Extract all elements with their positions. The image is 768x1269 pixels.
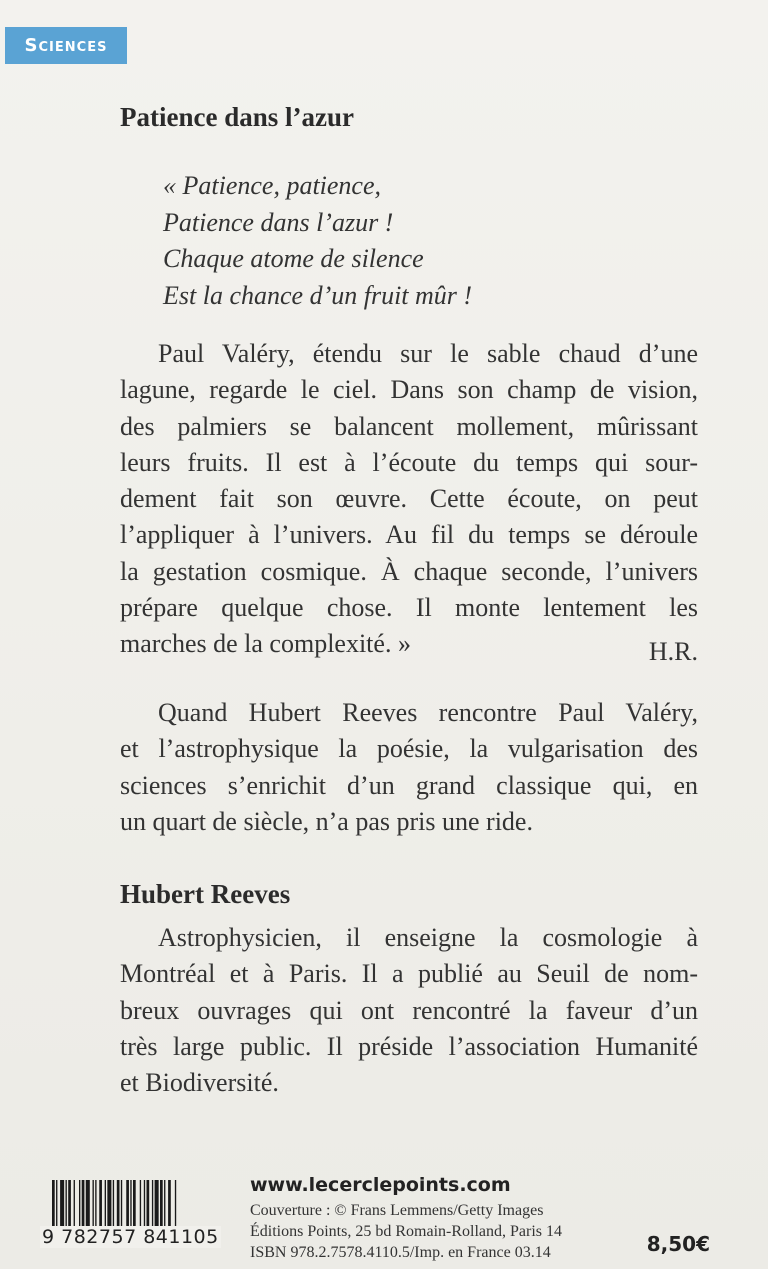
text-line: marches de la complexité. » [120, 629, 411, 659]
text-line: et l’astrophysique la poésie, la vulgarisation des [120, 734, 698, 764]
text-line: très large public. Il préside l’association Humanité [120, 1031, 698, 1061]
epigraph-line: « Patience, patience, [163, 171, 382, 200]
barcode-bar [68, 1180, 71, 1230]
barcode-bar [52, 1180, 55, 1230]
barcode-bar [121, 1180, 122, 1230]
text-line: breux ouvrages qui ont rencontré la faveur d’un [120, 995, 698, 1025]
text-line: sciences s’enrichit d’un grand classique qui, en [120, 770, 698, 800]
price: 8,50€ [646, 1232, 710, 1256]
barcode-bar [133, 1180, 136, 1230]
text-line: lagune, regarde le ciel. Dans son champ de vision, [120, 375, 698, 405]
barcode-bar [155, 1180, 159, 1230]
text-line: Quand Hubert Reeves rencontre Paul Valéry, [158, 698, 698, 727]
text-line: l’appliquer à l’univers. Au fil du temps se déroule [120, 520, 698, 550]
text-line: Astrophysicien, il enseigne la cosmologie à [158, 923, 698, 952]
text-line: Montréal et à Paris. Il a publié au Seuil de nom- [120, 959, 698, 989]
barcode-bar [152, 1180, 153, 1230]
barcode-bar [164, 1180, 165, 1230]
barcode-bar [175, 1180, 176, 1230]
barcode-bar [79, 1180, 80, 1230]
credit-line: Éditions Points, 25 bd Romain-Rolland, Paris 14 [250, 1223, 563, 1240]
text-line: leurs fruits. Il est à l’écoute du temps qui sour- [120, 447, 698, 477]
credit-line: ISBN 978.2.7578.4110.5/Imp. en France 03.14 [250, 1244, 551, 1261]
barcode-bar [130, 1180, 131, 1230]
barcode-bar [126, 1180, 129, 1230]
barcode-bar [60, 1180, 64, 1230]
barcode-bar [144, 1180, 145, 1230]
barcode-bar [93, 1180, 94, 1230]
barcode-bar [147, 1180, 150, 1230]
barcode-bar [140, 1180, 141, 1230]
barcode-bar [66, 1180, 67, 1230]
publisher-credits [250, 1200, 562, 1263]
barcode-bar [86, 1180, 90, 1230]
text-line: la gestation cosmique. À chaque seconde, l’univers [120, 556, 698, 586]
barcode-bar [107, 1180, 111, 1230]
barcode-bar [168, 1180, 171, 1230]
epigraph-line: Est la chance d’un fruit mûr ! [163, 280, 473, 310]
publisher-website: www.lecerclepoints.com [250, 1174, 511, 1196]
text-line: des palmiers se balancent mollement, mûrissant [120, 411, 698, 441]
barcode-bar [74, 1180, 75, 1230]
text-line: prépare quelque chose. Il monte lentement les [120, 593, 698, 623]
epigraph-line: Chaque atome de silence [163, 244, 424, 273]
description-paragraph [120, 695, 698, 840]
barcode-bar [160, 1180, 163, 1230]
barcode-bar [99, 1180, 102, 1230]
text-line: un quart de siècle, n’a pas pris une ride. [120, 806, 533, 836]
author-heading: Hubert Reeves [120, 879, 291, 909]
barcode-bar [117, 1180, 120, 1230]
barcode-number: 9 782757 841105 [42, 1226, 219, 1248]
quote-signature: H.R. [648, 637, 698, 666]
barcode-bar [95, 1180, 96, 1230]
category-badge: Sciences [5, 27, 127, 64]
credit-line: Couverture : © Frans Lemmens/Getty Images [250, 1202, 544, 1219]
text-line: et Biodiversité. [120, 1068, 279, 1098]
text-line: Paul Valéry, étendu sur le sable chaud d’une [158, 339, 698, 368]
barcode-bar [113, 1180, 114, 1230]
author-bio [120, 920, 698, 1101]
epigraph [163, 168, 472, 314]
barcode-bar [56, 1180, 57, 1230]
epigraph-line: Patience dans l’azur ! [163, 207, 394, 237]
book-title: Patience dans l’azur [120, 102, 354, 132]
barcode-bar [82, 1180, 85, 1230]
text-line: dement fait son œuvre. Cette écoute, on peut [120, 484, 698, 514]
barcode-bar [105, 1180, 106, 1230]
quote-paragraph [120, 336, 698, 663]
